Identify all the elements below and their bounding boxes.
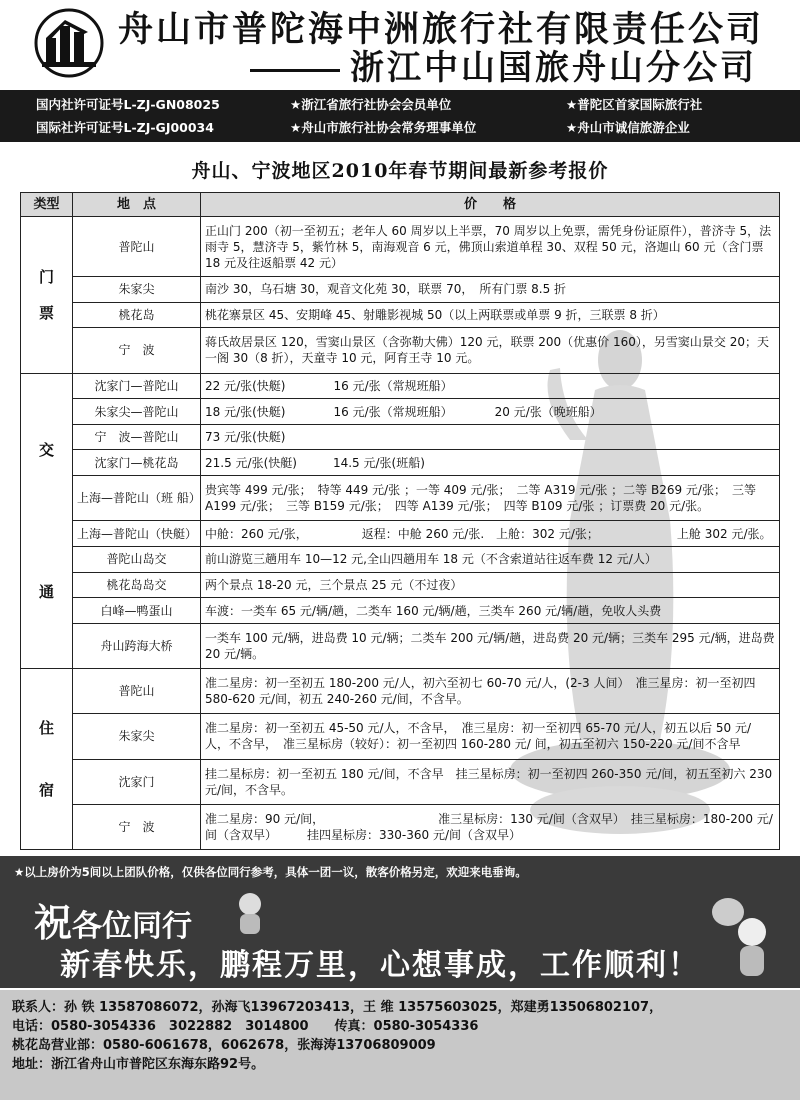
table-row — [21, 277, 780, 303]
price-cell: 两个景点 18-20 元，三个景点 25 元（不过夜） — [201, 572, 780, 598]
license-member: ★浙江省旅行社协会会员单位 — [290, 97, 452, 112]
type-char: 宿 — [38, 781, 54, 800]
table-row — [21, 759, 780, 804]
table-row — [21, 424, 780, 450]
license-domestic: 国内社许可证号L-ZJ-GN08025 — [36, 97, 220, 112]
price-cell: 21.5 元/张(快艇) 14.5 元/张(班船) — [201, 450, 780, 476]
license-international: 国际社许可证号L-ZJ-GJ00034 — [36, 120, 214, 135]
cartoon-child-icon — [230, 890, 270, 938]
price-cell: 准二星房：90 元/间， 准三星标房：130 元/间（含双早） 挂三星标房：180-200 元/间（含双早） 挂四星标房：330-360 元/间（含双早） — [201, 804, 780, 849]
price-cell: 前山游览三趟用车 10—12 元,全山四趟用车 18 元（不含索道站往返车费 12 元/人） — [201, 547, 780, 573]
location-cell: 桃花岛岛交 — [73, 572, 201, 598]
price-cell: 车渡：一类车 65 元/辆/趟，二类车 160 元/辆/趟，三类车 260 元/辆/趟，免收人头费 — [201, 598, 780, 624]
price-cell: 挂二星标房：初一至初五 180 元/间，不含早 挂三星标房：初一至初四 260-350 元/间，初五至初六 230 元/间，不含早。 — [201, 759, 780, 804]
location-cell: 宁 波—普陀山 — [73, 424, 201, 450]
type-char: 住 — [38, 719, 54, 738]
license-integrity: ★舟山市诚信旅游企业 — [566, 120, 690, 135]
location-cell: 沈家门 — [73, 759, 201, 804]
header-type: 类型 — [21, 193, 73, 217]
price-cell: 准二星房：初一至初五 180-200 元/人，初六至初七 60-70 元/人，(2-3 人间） 准三星房：初一至初四 580-620 元/间，初五 240-260 元/间，不含早。 — [201, 669, 780, 714]
price-table — [20, 192, 780, 850]
table-row — [21, 399, 780, 425]
license-row — [0, 95, 800, 117]
price-cell: 贵宾等 499 元/张； 特等 449 元/张 ；一等 409 元/张； 二等 A319 元/张 ；二等 B269 元/张； 三等 A199 元/张； 三等 B159 元/张； 四等 A139 元/张； 四等 B109 元/张 ；订票费 20 元/张。 — [201, 476, 780, 521]
price-cell: 准二星房：初一至初五 45-50 元/人，不含早， 准三星房：初一至初四 65-70 元/人，初五以后 50 元/人，不含早， 准三星标房（较好）：初一至初四 160-280 元/ 间，初五至初六 150-220 元/间不含早 — [201, 714, 780, 759]
table-row — [21, 476, 780, 521]
type-char: 通 — [38, 582, 54, 601]
license-bar — [0, 90, 800, 142]
location-cell: 宁 波 — [73, 804, 201, 849]
license-first-intl: ★普陀区首家国际旅行社 — [566, 97, 703, 112]
table-header-row — [21, 193, 780, 217]
location-cell: 普陀山岛交 — [73, 547, 201, 573]
contact-people: 联系人：孙 铁 13587086072，孙海飞13967203413，王 维 13575603025，郑建勇13506802107， — [12, 1000, 663, 1015]
location-cell: 白峰—鸭蛋山 — [73, 598, 201, 624]
cartoon-lantern-girl-icon — [700, 892, 780, 980]
greeting-zhu: 祝 — [34, 900, 73, 945]
price-cell: 正山门 200（初一至初五；老年人 60 周岁以上半票，70 周岁以上免票，需凭身份证原件），普济寺 5，法雨寺 5，慧济寺 5，紫竹林 5，南海观音 6 元，佛顶山索道单程 30、双程 50 元，洛迦山 60 元（含门票 18 元及往返船票 42 元） — [201, 217, 780, 277]
price-cell: 中舱：260 元/张， 返程：中舱 260 元/张. 上舱：302 元/张； 上舱 302 元/张。 — [201, 521, 780, 547]
table-row — [21, 598, 780, 624]
greeting-line-1 — [34, 892, 192, 947]
price-cell: 桃花寨景区 45、安期峰 45、射雕影视城 50（以上两联票或单票 9 折，三联票 8 折） — [201, 302, 780, 328]
table-row — [21, 714, 780, 759]
location-cell: 朱家尖 — [73, 277, 201, 303]
table-row — [21, 572, 780, 598]
notice-text: ★以上房价为5间以上团队价格，仅供各位同行参考，具体一团一议，散客价格另定，欢迎来电垂询。 — [14, 865, 527, 879]
company-subtitle — [250, 40, 757, 89]
location-cell: 朱家尖 — [73, 714, 201, 759]
table-row — [21, 669, 780, 714]
type-cell-transport — [21, 373, 73, 669]
location-cell: 沈家门—桃花岛 — [73, 450, 201, 476]
price-cell: 蒋氏故居景区 120，雪窦山景区（含弥勒大佛）120 元，联票 200（优惠价 160），另雪窦山景交 20；天一阁 30（8 折），天童寺 10 元，阿育王寺 10 元。 — [201, 328, 780, 373]
table-row — [21, 804, 780, 849]
license-director: ★舟山市旅行社协会常务理事单位 — [290, 120, 477, 135]
table-row — [21, 373, 780, 399]
type-char: 门 — [38, 267, 54, 286]
contact-section — [0, 990, 800, 1100]
quote-title: 舟山、宁波地区2010年春节期间最新参考报价 — [191, 160, 609, 182]
table-row — [21, 623, 780, 668]
contact-address: 地址：浙江省舟山市普陀区东海东路92号。 — [12, 1057, 265, 1072]
header — [0, 0, 800, 86]
type-cell-tickets — [21, 217, 73, 374]
table-row — [21, 450, 780, 476]
location-cell: 上海—普陀山（快艇） — [73, 521, 201, 547]
company-logo-icon — [26, 8, 112, 78]
greeting-line-2: 新春快乐，鹏程万里，心想事成，工作顺利！ — [60, 948, 700, 983]
location-cell: 朱家尖—普陀山 — [73, 399, 201, 425]
type-char: 交 — [38, 440, 54, 459]
table-row — [21, 328, 780, 373]
company-subtitle-text: 浙江中山国旅舟山分公司 — [350, 48, 757, 88]
table-row — [21, 547, 780, 573]
price-cell: 22 元/张(快艇) 16 元/张（常规班船） — [201, 373, 780, 399]
contact-branch: 桃花岛营业部：0580-6061678，6062678，张海涛13706809009 — [12, 1038, 436, 1053]
location-cell: 普陀山 — [73, 217, 201, 277]
location-cell: 桃花岛 — [73, 302, 201, 328]
contact-phone-fax: 电话：0580-3054336 3022882 3014800 传真：0580-3054336 — [12, 1019, 479, 1034]
table-row — [21, 217, 780, 277]
table-row — [21, 302, 780, 328]
location-cell: 普陀山 — [73, 669, 201, 714]
greeting-colleagues: 各位同行 — [72, 909, 193, 944]
price-cell: 73 元/张(快艇) — [201, 424, 780, 450]
type-char: 票 — [38, 303, 54, 322]
header-location: 地 点 — [73, 193, 201, 217]
location-cell: 宁 波 — [73, 328, 201, 373]
price-cell: 南沙 30，乌石塘 30，观音文化苑 30，联票 70， 所有门票 8.5 折 — [201, 277, 780, 303]
price-cell: 一类车 100 元/辆，进岛费 10 元/辆；二类车 200 元/辆/趟，进岛费 20 元/辆；三类车 295 元/辆，进岛费 20 元/辆。 — [201, 623, 780, 668]
price-cell: 18 元/张(快艇) 16 元/张（常规班船） 20 元/张（晚班船） — [201, 399, 780, 425]
dash-divider — [250, 69, 340, 72]
location-cell: 上海—普陀山（班 船） — [73, 476, 201, 521]
location-cell: 沈家门—普陀山 — [73, 373, 201, 399]
greeting-banner — [0, 856, 800, 988]
company-name: 舟山市普陀海中洲旅行社有限责任公司 — [118, 9, 765, 50]
header-price: 价 格 — [201, 193, 780, 217]
location-cell: 舟山跨海大桥 — [73, 623, 201, 668]
type-cell-lodging — [21, 669, 73, 850]
license-row — [0, 118, 800, 140]
table-row — [21, 521, 780, 547]
